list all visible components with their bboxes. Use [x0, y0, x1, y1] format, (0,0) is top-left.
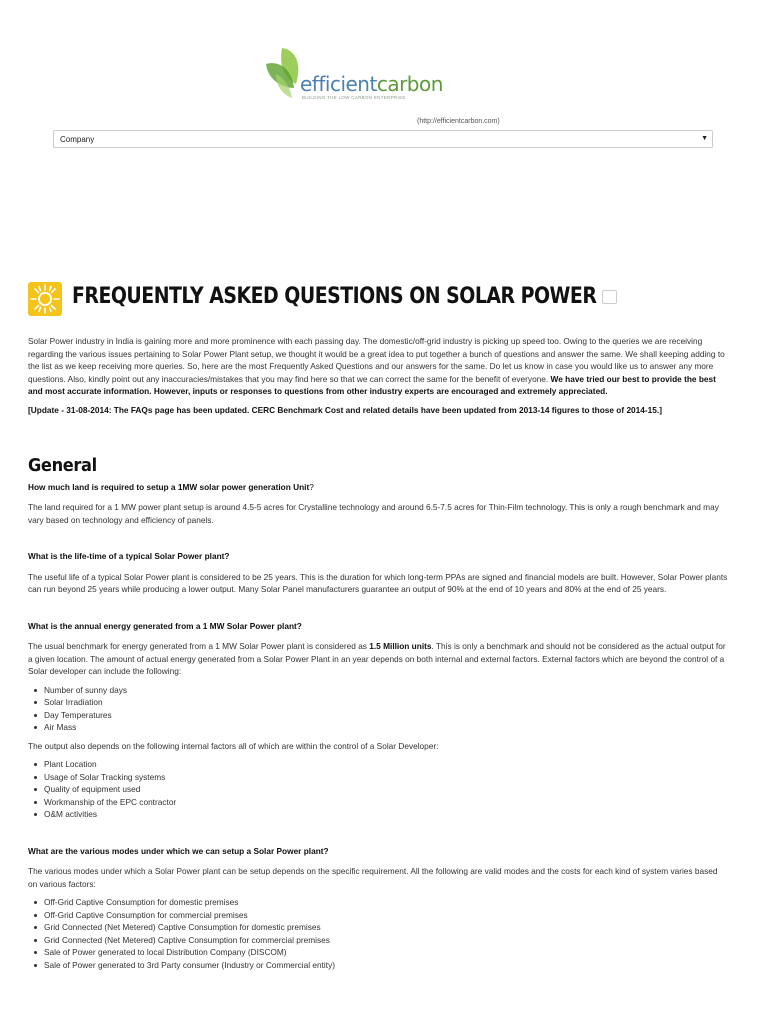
intro-paragraph — [28, 335, 728, 398]
navigation-select[interactable] — [53, 130, 713, 148]
internal-factors-intro: The output also depends on the following internal factors all of which are within the control of a Solar Developer: — [28, 740, 439, 751]
logo-name-efficient: efficient — [300, 72, 377, 96]
internal-factors-list — [28, 758, 728, 821]
chevron-down-icon: ▼ — [701, 135, 708, 142]
list-item: Day Temperatures — [44, 709, 728, 722]
list-item: Sale of Power generated to local Distribution Company (DISCOM) — [44, 946, 728, 959]
logo-name-carbon: carbon — [376, 72, 443, 96]
list-item: Usage of Solar Tracking systems — [44, 771, 728, 784]
sun-icon — [28, 282, 62, 316]
list-item: Sale of Power generated to 3rd Party consumer (Industry or Commercial entity) — [44, 959, 728, 972]
list-item: O&M activities — [44, 808, 728, 821]
efficientcarbon-logo[interactable] — [262, 44, 443, 102]
answer-lifetime: The useful life of a typical Solar Power plant is considered to be 25 years. This is the duration for which long-term PPAs are signed and financial models are built. However, Solar Power plants can run beyond 25 years while producing a lower output. Many Solar Panel manufacturers guarantee an output of 90% at the end of 10 years and 80% at the end of 25 years. — [28, 571, 728, 594]
modes-list — [28, 896, 728, 971]
question-land-text: How much land is required to setup a 1MW solar power generation Unit — [28, 481, 310, 492]
list-item: Plant Location — [44, 758, 728, 771]
list-item: Workmanship of the EPC contractor — [44, 796, 728, 809]
answer-annual-energy-part1: The usual benchmark for energy generated from a 1 MW Solar Power plant is considered as — [28, 641, 370, 651]
question-land-mark: ? — [309, 481, 314, 492]
page-title: FREQUENTLY ASKED QUESTIONS ON SOLAR POWER — [72, 284, 597, 309]
answer-annual-energy-bold: 1.5 Million units — [369, 641, 432, 651]
question-annual-energy: What is the annual energy generated from a 1 MW Solar Power plant? — [28, 620, 302, 631]
intro-text: Solar Power industry in India is gaining more and more prominence with each passing day. The domestic/off-grid industry is picking up speed too. Owing to the queries we are receiving regarding the various issues pertaining to Solar Power Plant setup, we thought it would be a great idea to put together a bunch of questions and answer the same. We shall keeping adding to the list as we keep receiving more queries. So, here are the most Frequently Asked Questions and our answers for the same. Do let us know in case you would like us to answer any more questions. Also, kindly point out any inaccuracies/mistakes that you may find here so that we can correct the same for the benefit of everyone. — [28, 336, 725, 384]
question-modes: What are the various modes under which we can setup a Solar Power plant? — [28, 845, 329, 856]
list-item: Quality of equipment used — [44, 783, 728, 796]
list-item: Off-Grid Captive Consumption for domestic premises — [44, 896, 728, 909]
checkbox[interactable] — [602, 290, 617, 304]
faq-header — [28, 280, 628, 316]
answer-modes: The various modes under which a Solar Power plant can be setup depends on the specific requirement. All the following are valid modes and the costs for each kind of system varies based on various factors: — [28, 866, 718, 889]
logo-wordmark — [300, 72, 443, 96]
list-item: Solar Irradiation — [44, 696, 728, 709]
navigation-select-value: Company — [60, 135, 95, 144]
faq-content — [28, 335, 728, 977]
list-item: Grid Connected (Net Metered) Captive Consumption for commercial premises — [44, 934, 728, 947]
answer-annual-energy — [28, 640, 728, 678]
list-item: Off-Grid Captive Consumption for commercial premises — [44, 909, 728, 922]
answer-annual-energy-part2: . This is only a benchmark and should not be considered as the actual output for a given location. The amount of actual energy generated from a Solar Power Plant in an year depends on both internal and external factors. External factors which are beyond the control of a Solar developer can include the following: — [28, 641, 726, 676]
site-url[interactable]: (http://efficientcarbon.com) — [417, 118, 500, 125]
question-land — [28, 481, 728, 494]
section-title-general: General — [28, 455, 97, 476]
update-note: [Update - 31-08-2014: The FAQs page has been updated. CERC Benchmark Cost and related details have been updated from 2013-14 figures to those of 2014-15.] — [28, 404, 662, 415]
list-item: Number of sunny days — [44, 684, 728, 697]
answer-land: The land required for a 1 MW power plant setup is around 4.5-5 acres for Crystalline technology and around 6.5-7.5 acres for Thin-Film technology. This is only a rough benchmark and may vary based on technology and efficiency of panels. — [28, 502, 719, 525]
question-lifetime: What is the life-time of a typical Solar Power plant? — [28, 551, 230, 561]
list-item: Grid Connected (Net Metered) Captive Consumption for domestic premises — [44, 921, 728, 934]
logo-tagline: BUILDING THE LOW CARBON ENTERPRISE — [302, 95, 406, 100]
list-item: Air Mass — [44, 721, 728, 734]
external-factors-list — [28, 684, 728, 734]
intro-bold-text: We have tried our best to provide the best and most accurate information. However, inputs or responses to questions from other industry experts are encouraged and extremely appreciated. — [28, 373, 716, 396]
